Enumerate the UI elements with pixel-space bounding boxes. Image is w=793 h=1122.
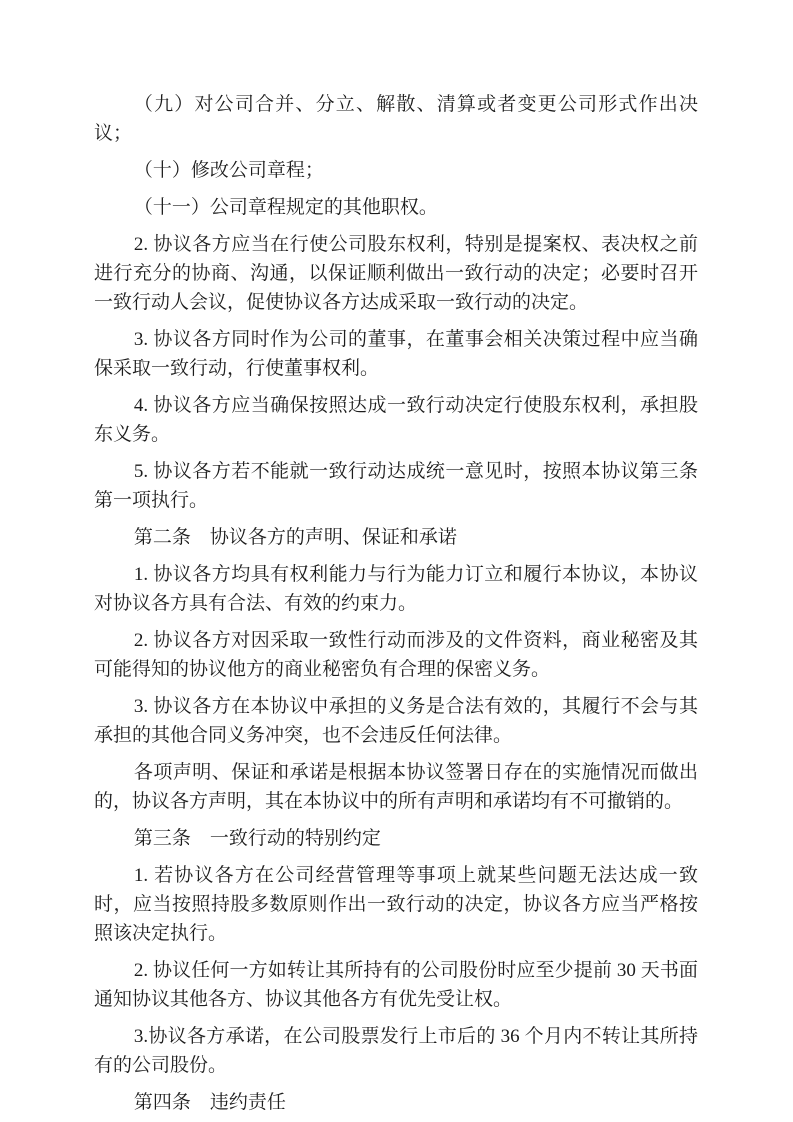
clause-item-9: （九）对公司合并、分立、解散、清算或者变更公司形式作出决议； xyxy=(94,94,698,144)
paragraph-3-3: 3.协议各方承诺，在公司股票发行上市后的 36 个月内不转让其所持有的公司股份。 xyxy=(94,1026,698,1076)
paragraph-2-3: 3. 协议各方在本协议中承担的义务是合法有效的，其履行不会与其承担的其他合同义务冲突，也不会违反任何法律。 xyxy=(94,696,698,746)
paragraph-1-3: 3. 协议各方同时作为公司的董事，在董事会相关决策过程中应当确保采取一致行动，行使董事权利。 xyxy=(94,329,698,379)
paragraph-2-1: 1. 协议各方均具有权利能力与行为能力订立和履行本协议，本协议对协议各方具有合法、有效的约束力。 xyxy=(94,564,698,614)
clause-item-11: （十一）公司章程规定的其他职权。 xyxy=(133,197,438,218)
heading-article-2: 第二条 协议各方的声明、保证和承诺 xyxy=(133,527,457,548)
paragraph-1-2: 2. 协议各方应当在行使公司股东权利，特别是提案权、表决权之前进行充分的协商、沟通，以保证顺利做出一致行动的决定；必要时召开一致行动人会议，促使协议各方达成采取一致行动的决定。 xyxy=(94,234,698,313)
clause-item-10: （十）修改公司章程； xyxy=(133,160,324,181)
paragraph-1-4: 4. 协议各方应当确保按照达成一致行动决定行使股东权利，承担股东义务。 xyxy=(94,395,698,445)
paragraph-3-2: 2. 协议任何一方如转让其所持有的公司股份时应至少提前 30 天书面通知协议其他各方、协议其他各方有优先受让权。 xyxy=(94,960,698,1010)
heading-article-3: 第三条 一致行动的特别约定 xyxy=(133,828,381,849)
paragraph-1-5: 5. 协议各方若不能就一致行动达成统一意见时，按照本协议第三条第一项执行。 xyxy=(94,461,698,511)
heading-article-4: 第四条 违约责任 xyxy=(133,1092,286,1113)
paragraph-3-1: 1. 若协议各方在公司经营管理等事项上就某些问题无法达成一致时，应当按照持股多数原则作出一致行动的决定，协议各方应当严格按照该决定执行。 xyxy=(94,865,698,944)
paragraph-2-2: 2. 协议各方对因采取一致性行动而涉及的文件资料，商业秘密及其可能得知的协议他方的商业秘密负有合理的保密义务。 xyxy=(94,630,698,680)
paragraph-2-closing: 各项声明、保证和承诺是根据本协议签署日存在的实施情况而做出的，协议各方声明，其在本协议中的所有声明和承诺均有不可撤销的。 xyxy=(94,762,698,812)
